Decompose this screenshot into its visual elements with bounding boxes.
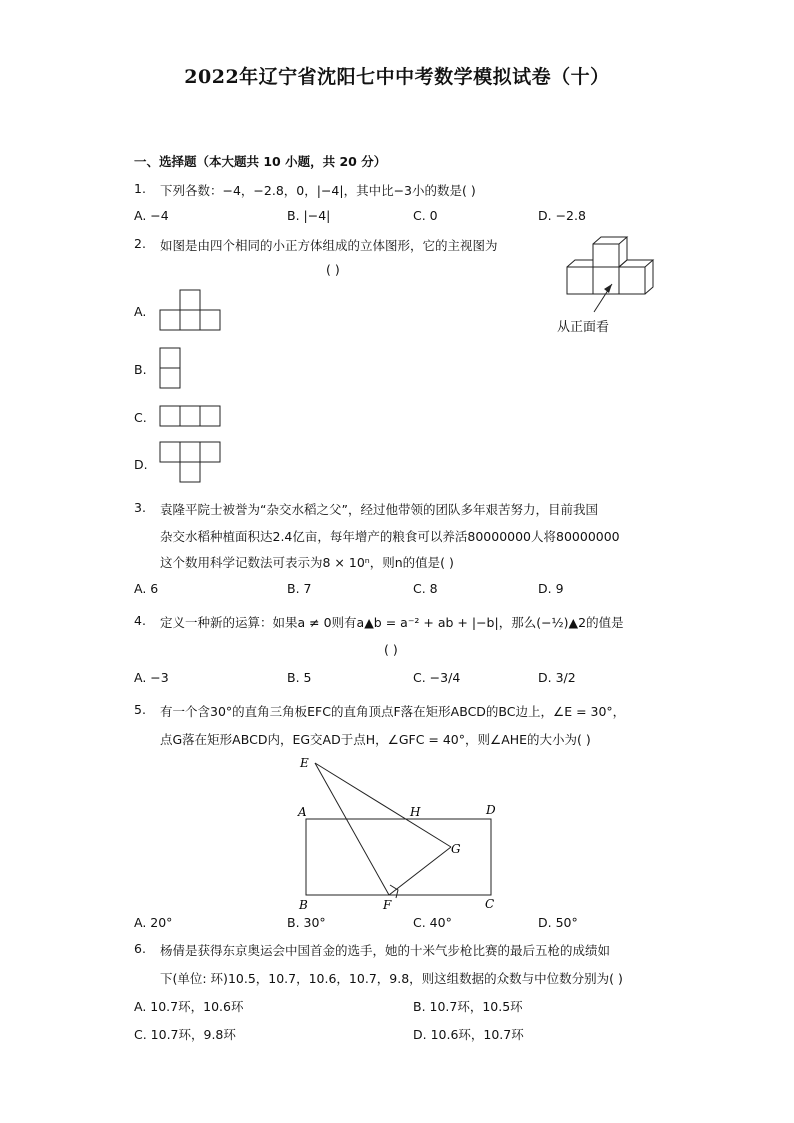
q6-option-b: B. 10.7环，10.5环 [413, 999, 523, 1014]
q5-line1: 有一个含30°的直角三角板EFC的直角顶点F落在矩形ABCD的BC边上，∠E = 30°， [160, 704, 626, 719]
q2-option-a: A. [134, 304, 147, 319]
q5-option-c: C. 40° [413, 915, 452, 930]
label-b: B [299, 898, 308, 912]
q4-number: 4. [134, 613, 146, 628]
q4-answer-paren: ( ) [384, 642, 398, 657]
q3-option-c: C. 8 [413, 581, 438, 596]
q2-cube-figure [560, 234, 670, 304]
page-title: 2022年辽宁省沈阳七中中考数学模拟试卷（十） [184, 66, 610, 88]
q6-option-a: A. 10.7环，10.6环 [134, 999, 244, 1014]
q5-option-b: B. 30° [287, 915, 326, 930]
q3-option-d: D. 9 [538, 581, 564, 596]
label-h: H [410, 805, 421, 819]
label-d: D [486, 803, 496, 817]
q1-option-c: C. 0 [413, 208, 438, 223]
q6-option-d: D. 10.6环，10.7环 [413, 1027, 524, 1042]
label-g: G [451, 842, 461, 856]
q1-stem: 下列各数：−4，−2.8，0，|−4|，其中比−3小的数是( ) [160, 183, 476, 198]
q4-option-a: A. −3 [134, 670, 169, 685]
q3-option-a: A. 6 [134, 581, 159, 596]
q3-line3: 这个数用科学记数法可表示为8 × 10ⁿ，则n的值是( ) [160, 555, 454, 570]
q1-number: 1. [134, 181, 146, 196]
q1-option-d: D. −2.8 [538, 208, 586, 223]
q5-line2: 点G落在矩形ABCD内，EG交AD于点H，∠GFC = 40°，则∠AHE的大小为( ) [160, 732, 591, 747]
q5-option-a: A. 20° [134, 915, 173, 930]
section-heading: 一、选择题（本大题共 10 小题，共 20 分） [134, 154, 387, 169]
q5-geometry-figure [290, 752, 510, 914]
q6-option-c: C. 10.7环，9.8环 [134, 1027, 236, 1042]
q2-option-c: C. [134, 410, 147, 425]
q1-option-a: A. −4 [134, 208, 169, 223]
q2-option-b: B. [134, 362, 147, 377]
q2-figure-caption: 从正面看 [557, 320, 610, 335]
q2-stem: 如图是由四个相同的小正方体组成的立体图形，它的主视图为 [160, 238, 498, 253]
q4-option-c: C. −3/4 [413, 670, 461, 685]
q3-option-b: B. 7 [287, 581, 312, 596]
q5-option-d: D. 50° [538, 915, 578, 930]
q1-option-b: B. |−4| [287, 208, 331, 223]
q2-option-d-figure [159, 441, 221, 483]
q5-number: 5. [134, 702, 146, 717]
label-e: E [300, 756, 309, 770]
q6-line1: 杨倩是获得东京奥运会中国首金的选手，她的十米气步枪比赛的最后五枪的成绩如 [160, 943, 611, 958]
q3-line1: 袁隆平院士被誉为“杂交水稻之父”，经过他带领的团队多年艰苦努力，目前我国 [160, 502, 598, 517]
label-c: C [485, 897, 495, 911]
q3-line2: 杂交水稻种植面积达2.4亿亩，每年增产的粮食可以养活80000000人将80000000 [160, 529, 620, 544]
q4-option-b: B. 5 [287, 670, 312, 685]
label-a: A [298, 805, 307, 819]
q4-option-d: D. 3/2 [538, 670, 576, 685]
q4-stem: 定义一种新的运算：如果a ≠ 0则有a▲b = a⁻² + ab + |−b|，那么(−½)▲2的值是 [160, 615, 624, 630]
label-f: F [383, 898, 392, 912]
q2-option-a-figure [159, 289, 221, 331]
q6-line2: 下(单位: 环)10.5，10.7，10.6，10.7，9.8，则这组数据的众数与中位数分别为( ) [160, 971, 623, 986]
q6-number: 6. [134, 941, 146, 956]
q2-option-d: D. [134, 457, 148, 472]
q2-number: 2. [134, 236, 146, 251]
q2-option-b-figure [159, 347, 181, 389]
q3-number: 3. [134, 500, 146, 515]
q2-answer-paren: ( ) [326, 262, 340, 277]
q2-option-c-figure [159, 405, 221, 427]
